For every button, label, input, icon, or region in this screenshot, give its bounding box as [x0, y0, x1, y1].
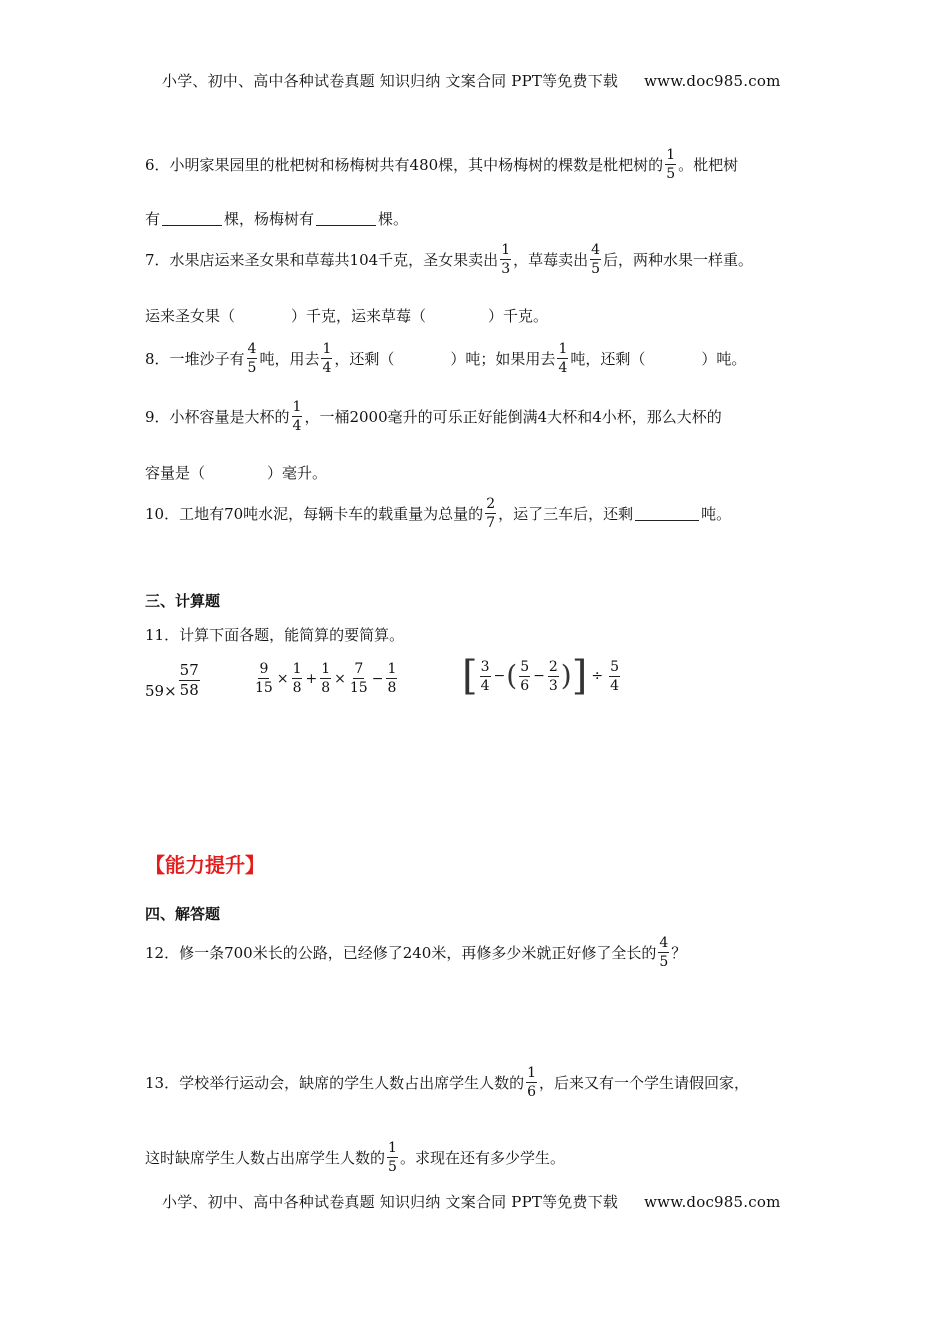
question-7-line-2 — [145, 305, 548, 326]
q6-frac-num: 1 — [666, 147, 676, 163]
footer-text: 小学、初中、高中各种试卷真题 知识归纳 文案合同 PPT等免费下载 — [162, 1193, 619, 1211]
calc3-b-den: 6 — [520, 677, 530, 694]
calc2-times-1: × — [276, 670, 289, 687]
q9-text-b: ，一桶2000毫升的可乐正好能倒满4大杯和4小杯，那么大杯的 — [304, 408, 722, 426]
calc-expression-3 — [462, 653, 622, 699]
q8-text-e: 吨，还剩（ — [570, 350, 646, 368]
calc3-d-num: 5 — [610, 658, 619, 675]
calc-expression-1 — [145, 660, 202, 700]
calc3-frac-d — [609, 660, 620, 693]
calc3-frac-b — [519, 660, 530, 693]
calc2-b-num: 1 — [292, 661, 302, 677]
calc3-minus-1: − — [493, 668, 506, 684]
question-6-line-1 — [145, 148, 738, 181]
calc3-b-num: 5 — [520, 658, 530, 675]
q6-frac-den: 5 — [666, 166, 676, 182]
q7-text-d: 运来圣女果（ — [145, 307, 236, 325]
q6-text-e: 棵。 — [378, 210, 409, 228]
q8-fraction-1 — [247, 342, 258, 375]
section-4-title: 四、解答题 — [145, 905, 221, 923]
calc2-plus: + — [305, 670, 318, 687]
q6-text-a: 6．小明家果园里的枇杷树和杨梅树共有480棵，其中杨梅树的棵数是枇杷树的 — [145, 156, 664, 174]
q12-text-b: ？ — [671, 944, 687, 962]
calc2-minus: − — [371, 670, 384, 687]
calc-expression-2 — [252, 662, 399, 695]
calc3-a-num: 3 — [480, 658, 490, 675]
q7-text-c: 后，两种水果一样重。 — [603, 251, 754, 269]
calc1-frac-num: 57 — [179, 660, 199, 679]
q12-fraction — [658, 936, 669, 969]
q7-text-a: 7．水果店运来圣女果和草莓共104千克，圣女果卖出 — [145, 251, 499, 269]
question-9-line-2 — [145, 462, 327, 483]
calc3-frac-a — [480, 660, 491, 693]
question-6-line-2 — [145, 208, 408, 229]
calc3-c-den: 3 — [548, 677, 558, 694]
calc2-frac-c — [320, 662, 331, 695]
calc2-frac-d — [349, 662, 369, 695]
calc2-e-num: 1 — [387, 661, 397, 677]
calc2-c-den: 8 — [321, 680, 331, 696]
calc3-right-paren: ) — [560, 659, 572, 692]
q7-frac2-num: 4 — [591, 242, 601, 258]
q8-text-f: ）吨。 — [701, 350, 747, 368]
calc1-prefix: 59× — [145, 682, 177, 700]
question-10 — [145, 497, 731, 530]
q12-frac-den: 5 — [659, 954, 669, 970]
calc3-left-paren: ( — [506, 659, 518, 692]
q10-blank[interactable] — [635, 506, 699, 521]
q13-frac1-den: 6 — [527, 1084, 537, 1100]
calc3-right-bracket: ] — [571, 653, 588, 699]
q10-frac-den: 7 — [486, 515, 496, 531]
q6-blank-2[interactable] — [316, 211, 376, 226]
q7-frac2-den: 5 — [591, 261, 601, 277]
q13-frac1-num: 1 — [527, 1065, 537, 1081]
q6-text-c: 有 — [145, 210, 161, 228]
q8-frac3-num: 1 — [558, 341, 568, 357]
question-11: 11．计算下面各题，能简算的要简算。 — [145, 626, 405, 644]
q13-text-d: 。求现在还有多少学生。 — [399, 1149, 565, 1167]
q6-text-b: 。枇杷树 — [678, 156, 739, 174]
header-url[interactable]: www.doc985.com — [644, 72, 781, 90]
calc3-left-bracket: [ — [462, 653, 478, 699]
calc3-c-num: 2 — [548, 658, 558, 675]
calc2-c-num: 1 — [321, 661, 331, 677]
q7-fraction-1 — [500, 243, 511, 276]
q13-frac2-num: 1 — [388, 1140, 397, 1156]
calc2-b-den: 8 — [292, 680, 302, 696]
q8-frac1-den: 5 — [247, 360, 257, 376]
q7-text-b: ，草莓卖出 — [513, 251, 589, 269]
question-12 — [145, 936, 686, 969]
q6-blank-1[interactable] — [162, 211, 222, 226]
q10-fraction — [485, 497, 496, 530]
q6-fraction — [665, 148, 676, 181]
q13-text-c: 这时缺席学生人数占出席学生人数的 — [145, 1149, 386, 1167]
calc2-d-den: 15 — [349, 680, 368, 696]
q9-fraction — [292, 400, 303, 433]
q9-text-c: 容量是（ — [145, 464, 206, 482]
q10-text-a: 10．工地有70吨水泥，每辆卡车的载重量为总量的 — [145, 505, 484, 523]
calc2-frac-b — [292, 662, 303, 695]
q13-text-b: ，后来又有一个学生请假回家， — [539, 1074, 750, 1092]
q9-text-a: 9．小杯容量是大杯的 — [145, 408, 290, 426]
calc2-frac-a — [254, 662, 274, 695]
q8-fraction-2 — [321, 342, 332, 375]
q13-frac2-den: 5 — [388, 1159, 397, 1175]
calc3-minus-2: − — [533, 668, 545, 684]
q9-text-d: ）毫升。 — [267, 464, 328, 482]
calc2-times-2: × — [334, 670, 346, 687]
q9-frac-num: 1 — [292, 399, 302, 415]
q8-frac1-num: 4 — [247, 341, 257, 357]
calc3-divide: ÷ — [591, 668, 604, 684]
section-3-title: 三、计算题 — [145, 592, 221, 610]
q8-frac3-den: 4 — [558, 360, 568, 376]
page-footer — [162, 1191, 781, 1212]
q6-text-d: 棵，杨梅树有 — [224, 210, 315, 228]
question-7-line-1 — [145, 243, 753, 276]
question-8 — [145, 342, 746, 375]
q12-text-a: 12．修一条700米长的公路，已经修了240米，再修多少米就正好修了全长的 — [145, 944, 657, 962]
q7-text-e: ）千克，运来草莓（ — [291, 307, 427, 325]
q8-frac2-num: 1 — [322, 341, 332, 357]
header-text: 小学、初中、高中各种试卷真题 知识归纳 文案合同 PPT等免费下载 — [162, 72, 619, 90]
calc2-a-den: 15 — [255, 680, 273, 696]
q10-frac-num: 2 — [486, 496, 496, 512]
calc2-e-den: 8 — [387, 680, 397, 696]
calc2-a-num: 9 — [259, 661, 269, 677]
calc2-frac-e — [386, 662, 397, 695]
q8-text-c: ，还剩（ — [334, 350, 395, 368]
q7-text-f: ）千克。 — [488, 307, 549, 325]
calc2-d-num: 7 — [354, 661, 364, 677]
question-9-line-1 — [145, 400, 722, 433]
calc1-fraction — [179, 660, 200, 699]
q10-text-c: 吨。 — [701, 505, 732, 523]
q13-fraction-1 — [526, 1066, 537, 1099]
calc3-frac-c — [548, 660, 559, 693]
footer-url[interactable]: www.doc985.com — [644, 1193, 781, 1211]
q8-text-d: ）吨；如果用去 — [450, 350, 556, 368]
q7-frac1-den: 3 — [501, 261, 511, 277]
calc3-d-den: 4 — [610, 677, 619, 694]
q8-text-b: 吨，用去 — [259, 350, 320, 368]
calc1-frac-den: 58 — [179, 680, 199, 699]
ability-title: 【能力提升】 — [145, 853, 265, 877]
q8-text-a: 8．一堆沙子有 — [145, 350, 245, 368]
q9-frac-den: 4 — [292, 418, 302, 434]
q12-frac-num: 4 — [659, 935, 669, 951]
question-13-line-1 — [145, 1066, 749, 1099]
q13-text-a: 13．学校举行运动会，缺席的学生人数占出席学生人数的 — [145, 1074, 525, 1092]
q7-frac1-num: 1 — [501, 242, 511, 258]
question-13-line-2 — [145, 1141, 565, 1174]
q8-frac2-den: 4 — [322, 360, 332, 376]
q7-fraction-2 — [590, 243, 601, 276]
q13-fraction-2 — [387, 1141, 398, 1174]
q10-text-b: ，运了三车后，还剩 — [498, 505, 634, 523]
calc3-a-den: 4 — [480, 677, 490, 694]
page-header — [162, 70, 781, 91]
q8-fraction-3 — [557, 342, 568, 375]
